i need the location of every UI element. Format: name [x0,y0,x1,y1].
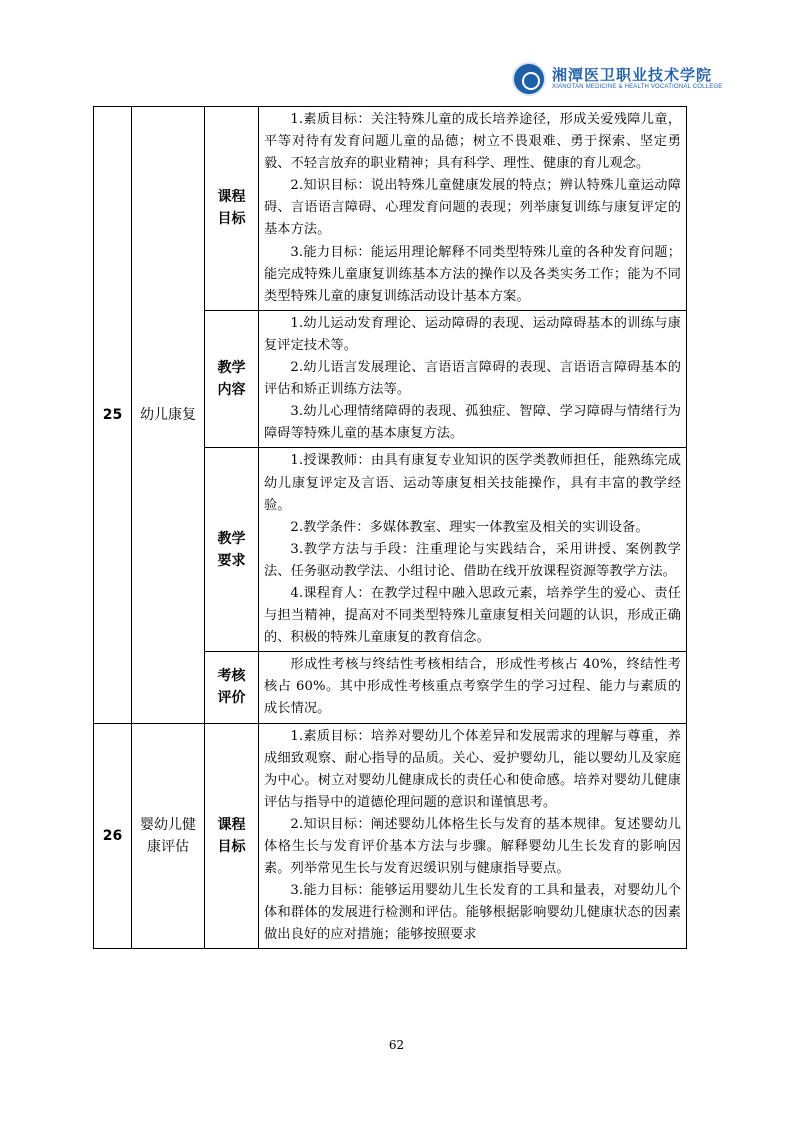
content-paragraph: 2.知识目标：说出特殊儿童健康发展的特点；辨认特殊儿童运动障碍、言语语言障碍、心理发育问题的表现；列举康复训练与康复评定的基本方法。 [264,178,681,238]
section-content [259,723,687,949]
section-content [259,107,687,311]
course-name: 婴幼儿健康评估 [132,723,205,949]
college-name-cn: 湘潭医卫职业技术学院 [552,66,713,84]
section-label: 教学内容 [205,310,259,448]
content-paragraph: 3.能力目标：能够运用婴幼儿生长发育的工具和量表，对婴幼儿个体和群体的发展进行检测和评估。能够根据影响婴幼儿健康状态的因素做出良好的应对措施；能够按照要求 [264,883,681,943]
course-number: 25 [94,107,132,724]
section-label: 课程目标 [205,723,259,949]
college-name-en: XIANGTAN MEDICINE & HEALTH VOCATIONAL COLLEGE [552,84,723,90]
content-paragraph: 3.幼儿心理情绪障碍的表现、孤独症、智障、学习障碍与情绪行为障碍等特殊儿童的基本康复方法。 [264,404,681,442]
college-seal-icon [512,62,546,96]
course-name: 幼儿康复 [132,107,205,724]
content-paragraph: 3.能力目标：能运用理论解释不同类型特殊儿童的各种发育问题；能完成特殊儿童康复训练基本方法的操作以及各类实务工作；能为不同类型特殊儿童的康复训练活动设计基本方案。 [264,244,681,304]
section-content [259,652,687,723]
content-paragraph: 1.素质目标：培养对婴幼儿个体差异和发展需求的理解与尊重，养成细致观察、耐心指导的品质。关心、爱护婴幼儿，能以婴幼儿及家庭为中心。树立对婴幼儿健康成长的责任心和使命感。培养对婴幼儿健康评估与指导中的道德伦理问题的意识和谨慎思考。 [264,728,681,810]
content-paragraph: 2.教学条件：多媒体教室、理实一体教室及相关的实训设备。 [290,519,649,535]
section-label: 教学要求 [205,448,259,652]
content-paragraph: 形成性考核与终结性考核相结合，形成性考核占 40%，终结性考核占 60%。其中形成性考核重点考察学生的学习过程、能力与素质的成长情况。 [264,657,681,717]
table-row [94,723,687,949]
course-number: 26 [94,723,132,949]
content-paragraph: 4.课程育人：在教学过程中融入思政元素，培养学生的爱心、责任与担当精神，提高对不同类型特殊儿童康复相关问题的认识，形成正确的、积极的特殊儿童康复的教育信念。 [264,585,681,646]
section-label: 考核评价 [205,652,259,723]
section-content [259,448,687,652]
content-paragraph: 2.幼儿语言发展理论、言语语言障碍的表现、言语语言障碍基本的评估和矫正训练方法等。 [264,360,681,398]
table-row [94,107,687,311]
content-paragraph: 3.教学方法与手段：注重理论与实践结合，采用讲授、案例教学法、任务驱动教学法、小组讨论、借助在线开放课程资源等教学方法。 [264,541,681,579]
content-paragraph: 1.授课教师：由具有康复专业知识的医学类教师担任，能熟练完成幼儿康复评定及言语、运动等康复相关技能操作，具有丰富的教学经验。 [264,453,681,513]
section-content [259,310,687,448]
course-table [93,106,687,949]
page-number: 62 [388,1038,405,1052]
college-logo [512,62,723,98]
content-paragraph: 2.知识目标：阐述婴幼儿体格生长与发育的基本规律。复述婴幼儿体格生长与发育评价基本方法与步骤。解释婴幼儿生长发育的影响因素。列举常见生长与发育迟缓识别与健康指导要点。 [264,816,681,877]
section-label: 课程目标 [205,107,259,311]
content-paragraph: 1.素质目标：关注特殊儿童的成长培养途径，形成关爱残障儿童，平等对待有发育问题儿童的品德；树立不畏艰难、勇于探索、坚定勇毅、不轻言放弃的职业精神；具有科学、理性、健康的育儿观念。 [264,112,681,172]
content-paragraph: 1.幼儿运动发育理论、运动障碍的表现、运动障碍基本的训练与康复评定技术等。 [264,315,681,353]
